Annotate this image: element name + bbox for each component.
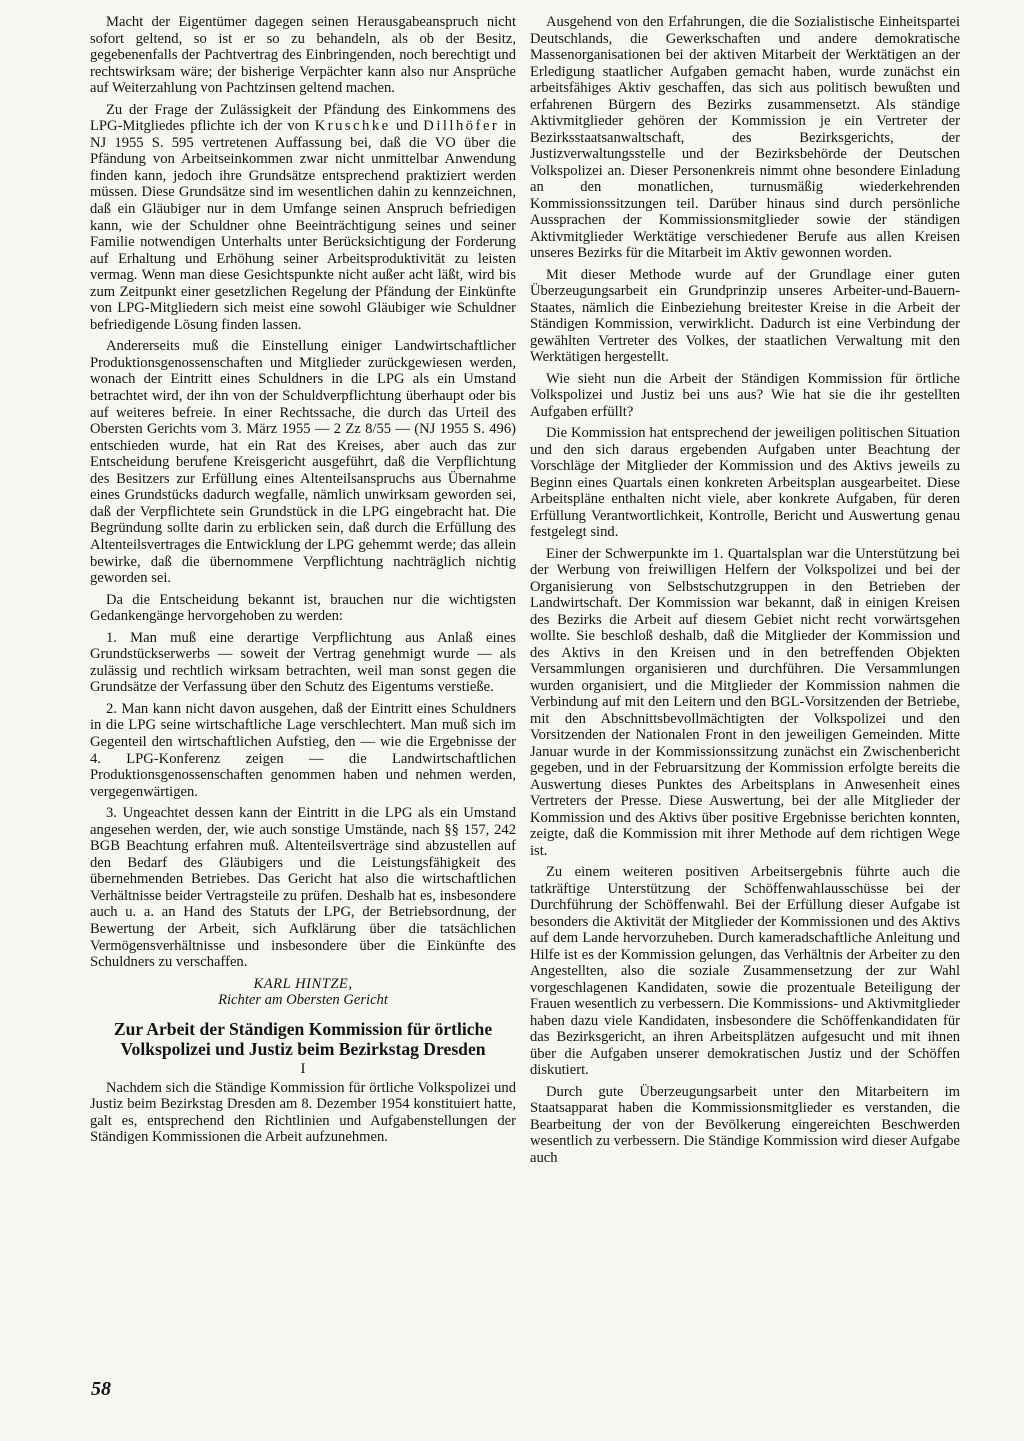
section-number: I (300, 1060, 306, 1077)
author-name-dillhoefer: Dillhöfer (423, 118, 500, 135)
left-paragraph-5: 1. Man muß eine derartige Verpflichtung aus Anlaß eines Grundstückserwerbs — soweit der Vertrag genehmigt wurde — als zulässig und rechtlich wirksam betrachten, weil man sonst gegen die Grundsätze der Verfassung über den Schutz des Eigentums verstieße. (90, 629, 516, 696)
right-paragraph-4: Die Kommission hat entsprechend der jeweiligen politischen Situation und den sich daraus ergebenden Aufgaben unter Beachtung der Vorschläge der Mitglieder der Kommission und des Aktivs jeweils zu Beginn eines Quartals einen konkreten Arbeitsplan ausgearbeitet. Diese Arbeitspläne enthalten nicht viele, aber konkrete Aufgaben, für deren Erfüllung Verantwortlichkeit, Kontrolle, Bericht und Auswertung genau festgelegt sind. (530, 425, 960, 540)
left-column (90, 14, 516, 1151)
page-number: 58 (91, 1378, 111, 1400)
left-paragraph-6: 2. Man kann nicht davon ausgehen, daß der Eintritt eines Schuldners in die LPG seine wirtschaftliche Lage verschlechtert. Man muß sich im Gegenteil den wirtschaftlichen Aufstieg, den — wie die Ergebnisse der 4. LPG-Konferenz zeigen — die Landwirtschaftlichen Produktionsgenossenschaften genommen haben und nehmen werden, vergegenwärtigen. (90, 700, 516, 800)
left-paragraph-2 (90, 102, 516, 334)
author-name-kruschke: Kruschke (314, 118, 391, 135)
right-paragraph-1: Ausgehend von den Erfahrungen, die die Sozialistische Einheitspartei Deutschlands, die Gewerkschaften und andere demokratische Massenorganisationen bei der aktiven Mitarbeit der Werktätigen an der Erledigung staatlicher Aufgaben gemacht haben, wurde zunächst ein arbeitsfähiges Aktiv geschaffen, das sich aus politisch bewußten und erfahrenen Bürgern des Bezirks zusammensetzt. Als ständige Aktivmitglieder gehören der Kommission je ein Vertreter der Bezirksstaatsanwaltschaft, des Bezirksgerichts, der Justizverwaltungsstelle und der Bezirksbehörde der Deutschen Volkspolizei an. Dieser Personenkreis nimmt ohne besondere Einladung an den monatlichen, turnusmäßig wiederkehrenden Kommissionssitzungen teil. Darüber hinaus sind durch persönliche Aussprachen der Kommissionsmitglieder sowie der ständigen Aktivmitglieder Werktätige verschiedener Berufe aus allen Kreisen unseres Bezirks für die Mitarbeit im Aktiv gewonnen worden. (530, 14, 960, 261)
right-paragraph-5: Einer der Schwerpunkte im 1. Quartalsplan war die Unterstützung bei der Werbung von freiwilligen Helfern der Volkspolizei und bei der Organisierung von Selbstschutzgruppen in den Betrieben der Landwirtschaft. Der Kommission war bekannt, daß in einigen Kreisen des Bezirks die Arbeit auf diesem Gebiet nicht recht vorwärtsgehen wollte. Sie beschloß deshalb, daß die Mitglieder der Kommission und des Aktivs in den Kreisen und in den betreffenden Objekten Versammlungen organisieren und durchführen. Die Versammlungen wurden organisiert, und die Mitglieder der Kommission nahmen die Verbindung auf mit den Leitern und den BGL-Vorsitzenden der Betriebe, mit den Abschnittsbevollmächtigten der Volkspolizei und den Vorsitzenden der Nationalen Front in den jeweiligen Gemeinden. Mitte Januar wurde in der Kommissionssitzung zunächst ein Zwischenbericht gegeben, und in der Februarsitzung der Kommission erfolgte bereits die Auswertung dieses Punktes des Arbeitsplans in Anwesenheit eines Vertreters der Presse. Diese Auswertung, bei der alle Mitglieder der Kommission und des Aktivs über positive Ergebnisse berichten konnten, zeigte, daß die Kommission mit ihrer Methode auf dem richtigen Wege ist. (530, 545, 960, 859)
left-paragraph-7: 3. Ungeachtet dessen kann der Eintritt in die LPG als ein Umstand angesehen werden, der, wie auch sonstige Umstände, nach §§ 157, 242 BGB Beachtung erfahren muß. Altenteilsverträge sind abzustellen auf den Bedarf des Gläubigers und die Leistungsfähigkeit des übernehmenden Betriebes. Das Gericht hat also die wirtschaftlichen Verhältnisse beider Vertragsteile zu prüfen. Deshalb hat es, insbesondere auch u. a. an Hand des Statuts der LPG, der Betriebsordnung, der Bewertung der Arbeit, sich Aufklärung über die tatsächlichen Vermögensverhältnisse und insbesondere über die Einkünfte des Schuldners zu verschaffen. (90, 805, 516, 971)
article-heading: Zur Arbeit der Ständigen Kommission für örtliche Volkspolizei und Justiz beim Bezirkstag Dresden (113, 1018, 493, 1059)
left-paragraph-8: Nachdem sich die Ständige Kommission für örtliche Volkspolizei und Justiz beim Bezirkstag Dresden am 8. Dezember 1954 konstituiert hatte, galt es, entsprechend den Richtlinien und Aufgabenstellungen der Ständigen Kommissionen die Arbeit aufzunehmen. (90, 1079, 516, 1146)
right-paragraph-3: Wie sieht nun die Arbeit der Ständigen Kommission für örtliche Volkspolizei und Justiz bei uns aus? Wie hat sie die ihr gestellten Aufgaben erfüllt? (530, 370, 960, 420)
signature-name: KARL HINTZE, (253, 975, 353, 992)
right-paragraph-7: Durch gute Überzeugungsarbeit unter den Mitarbeitern im Staatsapparat haben die Kommissionsmitglieder es verstanden, die Bearbeitung der von der Bevölkerung eingereichten Beschwerden wesentlich zu verbessern. Die Ständige Kommission wird dieser Aufgabe auch (530, 1083, 960, 1166)
signature-title: Richter am Obersten Gericht (218, 992, 388, 1009)
left-paragraph-2-rest: in NJ 1955 S. 595 vertretenen Auffassung bei, daß die VO über die Pfändung von Arbeitseinkommen zwar nicht unmittelbar Anwendung finden kann, jedoch ihre Grundsätze entsprechend praktiziert werden müssen. Diese Grundsätze sind im wesentlichen dahin zu kennzeichnen, daß ein Gläubiger nur in dem Umfange seinen Anspruch befriedigen kann, wie der Schuldner ohne Beeinträchtigung seines und seiner Familie notwendigen Unterhalts unter Berücksichtigung der Forderung auf Erhaltung und Erhöhung seiner Arbeitsproduktivität zu leisten vermag. Wenn man diese Gesichtspunkte nicht außer acht läßt, wird bis zum Zeitpunkt einer gesetzlichen Regelung der Pfändung der Einkünfte von LPG-Mitgliedern sich meist eine sowohl Gläubiger wie Schuldner befriedigende Lösung finden lassen. (90, 118, 517, 333)
right-paragraph-6: Zu einem weiteren positiven Arbeitsergebnis führte auch die tatkräftige Unterstützung der Schöffenwahlausschüsse bei der Durchführung der Schöffenwahl. Bei der Erfüllung dieser Aufgabe ist besonders die Aktivität der Mitglieder der Kommissionen und des Aktivs auf dem Lande hervorzuheben. Durch kameradschaftliche Anleitung und Hilfe ist es der Kommission gelungen, das Verhältnis der Arbeiter zu den Angestellten, also die soziale Zusammensetzung der zur Wahl vorgeschlagenen Kandidaten, sowie die prozentuale Beteiligung der Frauen wesentlich zu verbessern. Die Kommissions- und Aktivmitglieder haben dazu viele Kandidaten, insbesondere die Schöffenkandidaten für das Bezirksgericht, an ihren Arbeitsplätzen aufgesucht und mit ihnen über die Aufgaben unserer demokratischen Justiz und der Schöffen diskutiert. (530, 864, 960, 1078)
conjunction-und: und (390, 118, 424, 135)
left-paragraph-3: Andererseits muß die Einstellung einiger Landwirtschaftlicher Produktionsgenossenschaften und Mitglieder zurückgewiesen werden, wonach der Eintritt eines Schuldners in die LPG als ein Umstand betrachtet wird, der ihn von der Schuldverpflichtung überhaupt oder bis auf weiteres befreie. In einer Rechtssache, die durch das Urteil des Obersten Gerichts vom 3. März 1955 — 2 Zz 8/55 — (NJ 1955 S. 496) entschieden wurde, hat ein Rat des Kreises, aber auch das zur Entscheidung berufene Kreisgericht ausgeführt, daß die Verpflichtung des Besitzers zur Erfüllung eines Altenteilsanspruchs aus Übernahme eines Grundstücks dadurch wegfalle, nämlich unwirksam geworden sei, daß der Verpflichtete sein Grundstück in die LPG eingebracht hat. Die Begründung sollte darin zu erblicken sein, daß durch die Erfüllung des Altenteilsvertrages die Entwicklung der LPG gehemmt werde; das allein bewirke, daß die übernommene Verpflichtung nachträglich nichtig geworden sei. (90, 338, 516, 587)
left-paragraph-2-start: Zu der Frage der Zulässigkeit der Pfändung des Einkommens des LPG-Mitgliedes pflichte ich der von (90, 101, 516, 135)
left-paragraph-4: Da die Entscheidung bekannt ist, brauchen nur die wichtigsten Gedankengänge hervorgehoben zu werden: (90, 591, 516, 625)
right-column (530, 14, 960, 1171)
left-paragraph-1: Macht der Eigentümer dagegen seinen Herausgabeanspruch nicht sofort geltend, so ist er so zu behandeln, als ob der Besitz, gegebenenfalls der Pachtvertrag des Einbringenden, noch berechtigt und rechtswirksam wäre; der bisherige Verpächter kann also nur Ansprüche auf Weiterzahlung von Pachtzinsen geltend machen. (90, 14, 516, 97)
right-paragraph-2: Mit dieser Methode wurde auf der Grundlage einer guten Überzeugungsarbeit ein Grundprinzip unseres Arbeiter-und-Bauern-Staates, nämlich die Einbeziehung breitester Kreise in die Arbeit der Ständigen Kommission, verwirklicht. Dadurch ist eine Verbindung der gewählten Vertreter des Volkes, der staatlichen Verwaltung mit den Werktätigen hergestellt. (530, 266, 960, 365)
